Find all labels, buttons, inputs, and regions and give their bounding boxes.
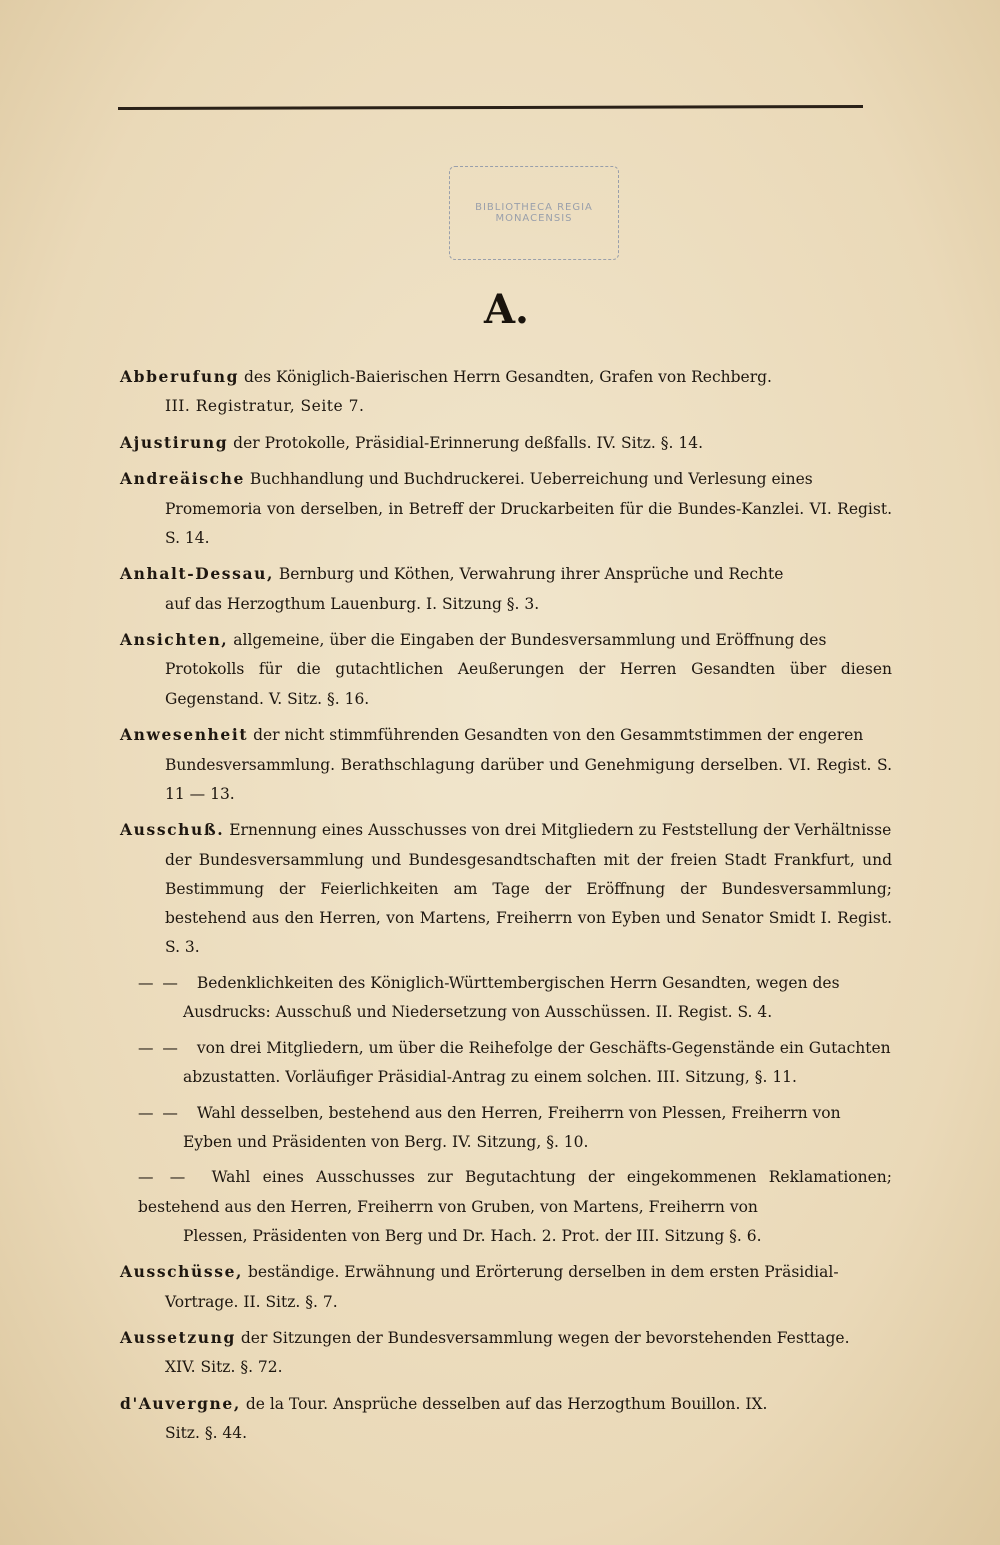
entry-headword: Ausschuß. xyxy=(120,820,225,840)
index-entry xyxy=(120,464,892,553)
library-stamp xyxy=(449,166,619,260)
entry-headword: Andreäische xyxy=(120,469,245,489)
index-entry xyxy=(120,625,892,714)
header-rule xyxy=(118,105,863,110)
index-subentry xyxy=(120,1099,892,1158)
entry-text: von drei Mitgliedern, um über die Reihefolge der Geschäfts-Gegenstände ein Gutachten xyxy=(191,1038,891,1057)
index-entry xyxy=(120,362,892,422)
entry-headword: Abberufung xyxy=(120,367,240,386)
index-entry xyxy=(120,559,892,619)
library-stamp-text: BIBLIOTHECA REGIA MONACENSIS xyxy=(475,202,593,224)
index-subentry xyxy=(120,1034,892,1093)
index-entry xyxy=(120,1323,892,1383)
entry-continuation: III. Registratur, Seite 7. xyxy=(165,397,365,416)
entry-text: de la Tour. Ansprüche desselben auf das Herzogthum Bouillon. IX. xyxy=(240,1394,768,1413)
entry-continuation: Protokolls für die gutachtlichen Aeußerungen der Herren Gesandten über diesen Gegenstand. V. Sitz. §. 16. xyxy=(165,660,892,708)
entry-text: Bedenklichkeiten des Königlich-Württembergischen Herrn Gesandten, wegen des xyxy=(191,973,840,992)
entry-continuation: Bundesversammlung. Berathschlagung darüber und Genehmigung derselben. VI. Regist. S. 11 — 13. xyxy=(165,755,892,803)
section-letter: A. xyxy=(484,286,529,333)
entry-text: Ernennung eines Ausschusses von drei Mitgliedern zu Feststellung der Verhältnisse xyxy=(224,821,892,840)
entry-text: der Protokolle, Präsidial-Erinnerung deßfalls. IV. Sitz. §. 14. xyxy=(228,433,704,452)
subentry-dash: — — xyxy=(138,1103,180,1122)
entry-continuation: Sitz. §. 44. xyxy=(165,1424,248,1443)
entry-continuation: Eyben und Präsidenten von Berg. IV. Sitzung, §. 10. xyxy=(183,1132,589,1151)
entry-continuation: XIV. Sitz. §. 72. xyxy=(165,1358,283,1377)
entry-text: Wahl eines Ausschusses zur Begutachtung der eingekommenen Reklamationen; bestehend aus den Herren, Freiherrn von Gruben, von Martens, Freiherrn von xyxy=(138,1168,893,1216)
index-entry xyxy=(120,720,892,809)
entry-headword: Anhalt-Dessau, xyxy=(120,564,274,584)
entry-continuation: Vortrage. II. Sitz. §. 7. xyxy=(165,1292,338,1311)
entry-continuation: auf das Herzogthum Lauenburg. I. Sitzung §. 3. xyxy=(165,594,540,613)
entry-text: der Sitzungen der Bundesversammlung wegen der bevorstehenden Festtage. xyxy=(235,1329,850,1348)
entry-continuation: abzustatten. Vorläufiger Präsidial-Antrag zu einem solchen. III. Sitzung, §. 11. xyxy=(183,1068,797,1087)
entry-continuation: der Bundesversammlung und Bundesgesandtschaften mit der freien Stadt Frankfurt, und Bestimmung der Feierlichkeiten am Tage der Eröffnung der Bundesversammlung; bestehend aus den Herren, von Martens, Freiherrn von Eyben und Senator Smidt I. Regist. S. 3. xyxy=(165,850,892,957)
entry-headword: Ansichten, xyxy=(120,630,229,650)
index-entry xyxy=(120,815,892,962)
entry-continuation: Promemoria von derselben, in Betreff der Druckarbeiten für die Bundes-Kanzlei. VI. Regist. S. 14. xyxy=(165,499,892,547)
index-subentry xyxy=(120,1163,892,1251)
subentry-dash: — — xyxy=(138,1038,180,1057)
entry-text: Buchhandlung und Buchdruckerei. Ueberreichung und Verlesung eines xyxy=(245,470,813,489)
index-entry xyxy=(120,1257,892,1317)
index-entries xyxy=(120,362,892,1455)
entry-headword: Ajustirung xyxy=(120,432,229,452)
entry-text: beständige. Erwähnung und Erörterung derselben in dem ersten Präsidial- xyxy=(243,1263,839,1282)
subentry-dash: — — xyxy=(138,973,180,992)
index-subentry xyxy=(120,969,892,1028)
entry-text: allgemeine, über die Eingaben der Bundesversammlung und Eröffnung des xyxy=(228,631,827,650)
entry-headword: Ausschüsse, xyxy=(120,1262,244,1282)
entry-headword: Aussetzung xyxy=(120,1328,236,1348)
subentry-dash: — — xyxy=(138,1168,188,1187)
entry-continuation: Ausdrucks: Ausschuß und Niedersetzung von Ausschüssen. II. Regist. S. 4. xyxy=(183,1003,773,1022)
entry-headword: Anwesenheit xyxy=(120,725,249,745)
index-entry xyxy=(120,428,892,458)
entry-text: des Königlich-Baierischen Herrn Gesandten, Grafen von Rechberg. xyxy=(239,368,772,386)
entry-continuation: Plessen, Präsidenten von Berg und Dr. Hach. 2. Prot. der III. Sitzung §. 6. xyxy=(183,1226,762,1245)
entry-text: Wahl desselben, bestehend aus den Herren, Freiherrn von Plessen, Freiherrn von xyxy=(191,1103,841,1122)
entry-text: Bernburg und Köthen, Verwahrung ihrer Ansprüche und Rechte xyxy=(273,565,784,584)
entry-text: der nicht stimmführenden Gesandten von den Gesammtstimmen der engeren xyxy=(248,726,864,745)
index-entry xyxy=(120,1389,892,1449)
entry-headword: d'Auvergne, xyxy=(120,1393,241,1413)
